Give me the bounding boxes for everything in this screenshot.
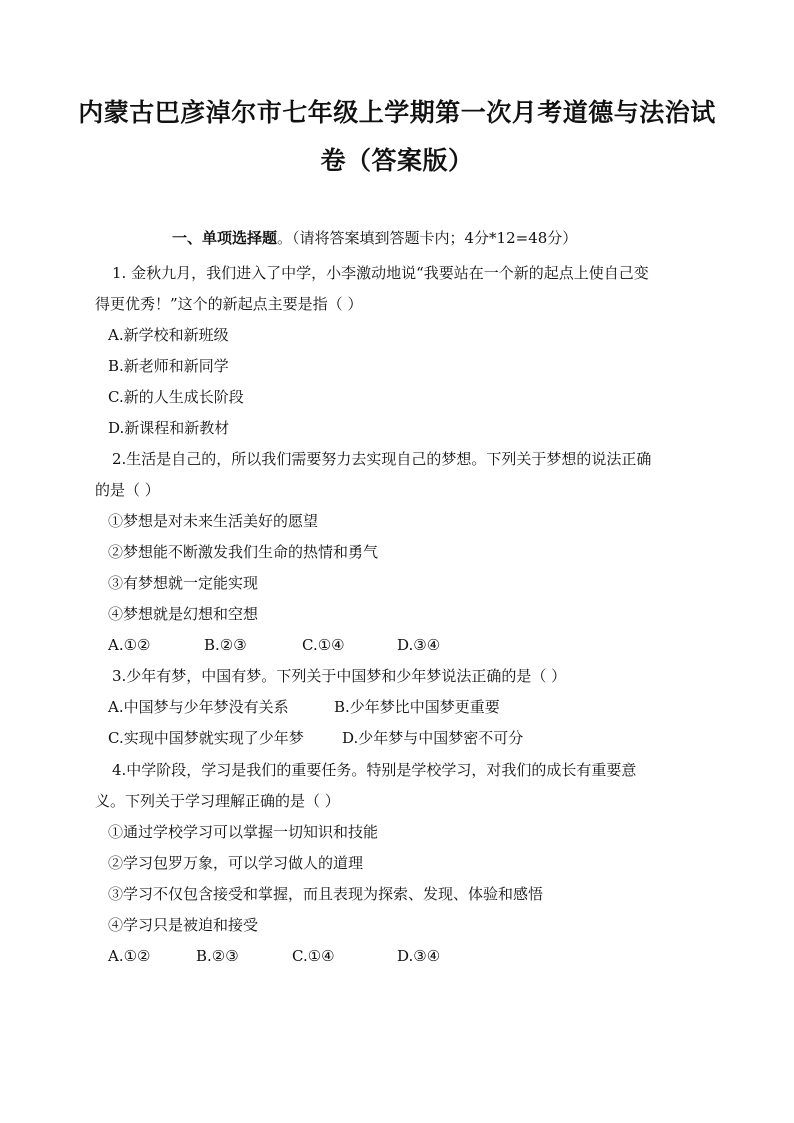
q2-statement-1: ①梦想是对未来生活美好的愿望	[108, 512, 319, 530]
q2-statement-3: ③有梦想就一定能实现	[108, 574, 259, 592]
q3-option-b: B.少年梦比中国梦更重要	[334, 698, 500, 716]
q4-stem-line-2: 义。下列关于学习理解正确的是（ ）	[95, 792, 340, 810]
q4-option-b: B.②③	[196, 947, 239, 965]
q4-statement-1: ①通过学校学习可以掌握一切知识和技能	[108, 823, 379, 841]
document-title-line-1: 内蒙古巴彦淖尔市七年级上学期第一次月考道德与法治试	[78, 98, 716, 127]
q2-statement-4: ④梦想就是幻想和空想	[108, 605, 259, 623]
q2-option-d: D.③④	[397, 636, 441, 654]
q3-option-a: A.中国梦与少年梦没有关系	[108, 698, 289, 716]
q1-option-b: B.新老师和新同学	[108, 357, 229, 375]
q2-stem-line-1: 2.生活是自己的，所以我们需要努力去实现自己的梦想。下列关于梦想的说法正确	[112, 450, 652, 468]
section-heading	[172, 227, 577, 248]
q4-statement-2: ②学习包罗万象，可以学习做人的道理	[108, 854, 364, 872]
q2-option-b: B.②③	[204, 636, 247, 654]
q3-stem: 3.少年有梦，中国有梦。下列关于中国梦和少年梦说法正确的是（ ）	[112, 667, 567, 685]
q3-option-d: D.少年梦与中国梦密不可分	[342, 729, 524, 747]
q1-stem-line-1: 1. 金秋九月，我们进入了中学，小李激动地说“我要站在一个新的起点上使自己变	[112, 264, 649, 282]
q1-option-a: A.新学校和新班级	[108, 326, 229, 344]
q2-option-a: A.①②	[108, 636, 151, 654]
q4-option-a: A.①②	[108, 947, 151, 965]
q3-option-c: C.实现中国梦就实现了少年梦	[108, 729, 304, 747]
section-note: 。（请将答案填到答题卡内；4分*12=48分）	[277, 229, 578, 247]
q4-stem-line-1: 4.中学阶段，学习是我们的重要任务。特别是学校学习，对我们的成长有重要意	[112, 761, 637, 779]
document-title-line-2: 卷（答案版）	[320, 146, 474, 175]
section-title: 一、单项选择题	[172, 229, 278, 247]
q1-option-c: C.新的人生成长阶段	[108, 388, 244, 406]
q4-option-d: D.③④	[397, 947, 441, 965]
q1-stem-line-2: 得更优秀！”这个的新起点主要是指（ ）	[95, 295, 363, 313]
q4-statement-3: ③学习不仅包含接受和掌握，而且表现为探索、发现、体验和感悟	[108, 885, 544, 903]
q4-statement-4: ④学习只是被迫和接受	[108, 916, 259, 934]
q2-statement-2: ②梦想能不断激发我们生命的热情和勇气	[108, 543, 379, 561]
q2-stem-line-2: 的是（ ）	[95, 481, 160, 499]
q1-option-d: D.新课程和新教材	[108, 419, 230, 437]
q2-option-c: C.①④	[302, 636, 345, 654]
q4-option-c: C.①④	[292, 947, 335, 965]
